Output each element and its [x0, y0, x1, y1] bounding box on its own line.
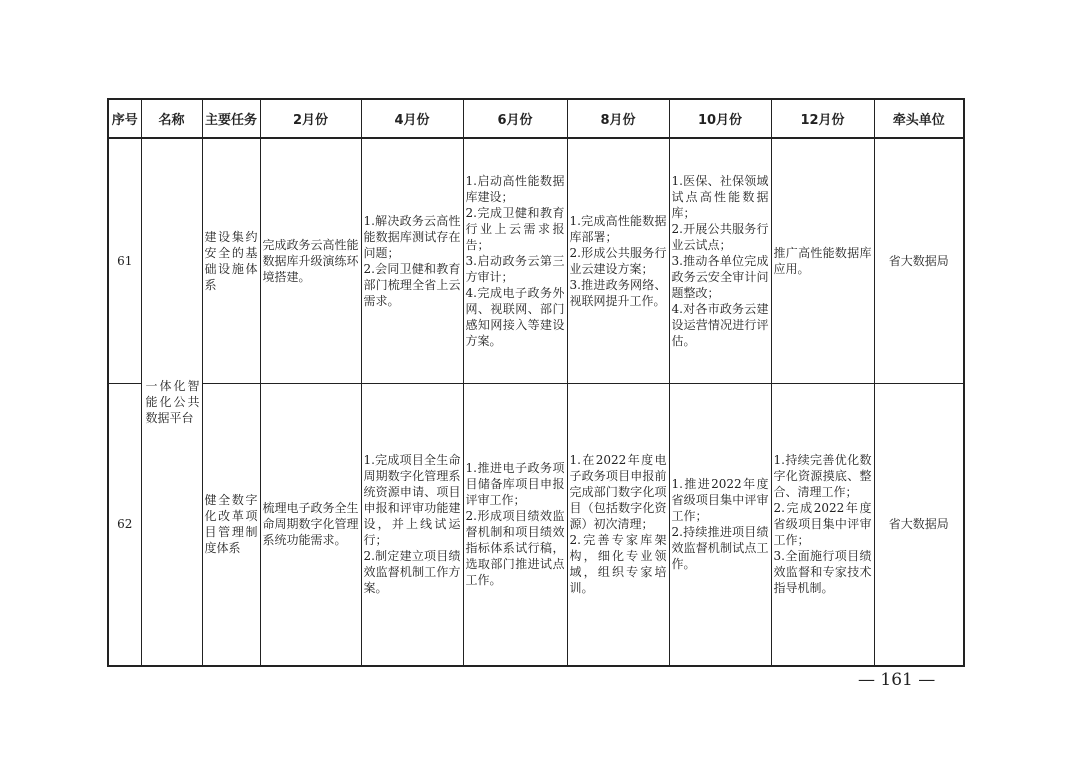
merged-name-cell: 一体化智能化公共数据平台	[141, 138, 202, 666]
page-number: — 161 —	[858, 670, 936, 690]
task-cell: 建设集约安全的基础设施体系	[202, 138, 260, 383]
task-cell: 健全数字化改革项目管理制度体系	[202, 383, 260, 666]
apr-cell: 1.解决政务云高性能数据库测试存在问题； 2.会同卫健和教育部门梳理全省上云需求。	[361, 138, 463, 383]
lead-cell: 省大数据局	[874, 383, 964, 666]
header-no: 序号	[108, 99, 141, 138]
plan-table	[107, 98, 965, 667]
header-name: 名称	[141, 99, 202, 138]
header-feb: 2月份	[260, 99, 361, 138]
header-oct: 10月份	[669, 99, 771, 138]
header-task: 主要任务	[202, 99, 260, 138]
header-jun: 6月份	[463, 99, 567, 138]
jun-cell: 1.推进电子政务项目储备库项目申报评审工作； 2.形成项目绩效监督机制和项目绩效指标体系试行稿，选取部门推进试点工作。	[463, 383, 567, 666]
header-dec: 12月份	[771, 99, 874, 138]
oct-cell: 1.医保、社保领域试点高性能数据库； 2.开展公共服务行业云试点； 3.推动各单位完成政务云安全审计问题整改； 4.对各市政务云建设运营情况进行评估。	[669, 138, 771, 383]
dec-cell: 1.持续完善优化数字化资源摸底、整合、清理工作； 2.完成2022年度省级项目集中评审工作； 3.全面施行项目绩效监督和专家技术指导机制。	[771, 383, 874, 666]
table-row	[108, 383, 964, 666]
lead-cell: 省大数据局	[874, 138, 964, 383]
header-row	[108, 99, 964, 138]
header-lead: 牵头单位	[874, 99, 964, 138]
feb-cell: 完成政务云高性能数据库升级演练环境搭建。	[260, 138, 361, 383]
table-row	[108, 138, 964, 383]
apr-cell: 1.完成项目全生命周期数字化管理系统资源申请、项目申报和评审功能建设，并上线试运行； 2.制定建立项目绩效监督机制工作方案。	[361, 383, 463, 666]
aug-cell: 1.在2022年度电子政务项目申报前完成部门数字化项目（包括数字化资源）初次清理； 2.完善专家库架构，细化专业领域，组织专家培训。	[567, 383, 669, 666]
row-number: 62	[108, 383, 141, 666]
oct-cell: 1.推进2022年度省级项目集中评审工作； 2.持续推进项目绩效监督机制试点工作。	[669, 383, 771, 666]
feb-cell: 梳理电子政务全生命周期数字化管理系统功能需求。	[260, 383, 361, 666]
dec-cell: 推广高性能数据库应用。	[771, 138, 874, 383]
aug-cell: 1.完成高性能数据库部署； 2.形成公共服务行业云建设方案； 3.推进政务网络、视联网提升工作。	[567, 138, 669, 383]
header-aug: 8月份	[567, 99, 669, 138]
jun-cell: 1.启动高性能数据库建设； 2.完成卫健和教育行业上云需求报告； 3.启动政务云第三方审计； 4.完成电子政务外网、视联网、部门感知网接入等建设方案。	[463, 138, 567, 383]
header-apr: 4月份	[361, 99, 463, 138]
row-number: 61	[108, 138, 141, 383]
